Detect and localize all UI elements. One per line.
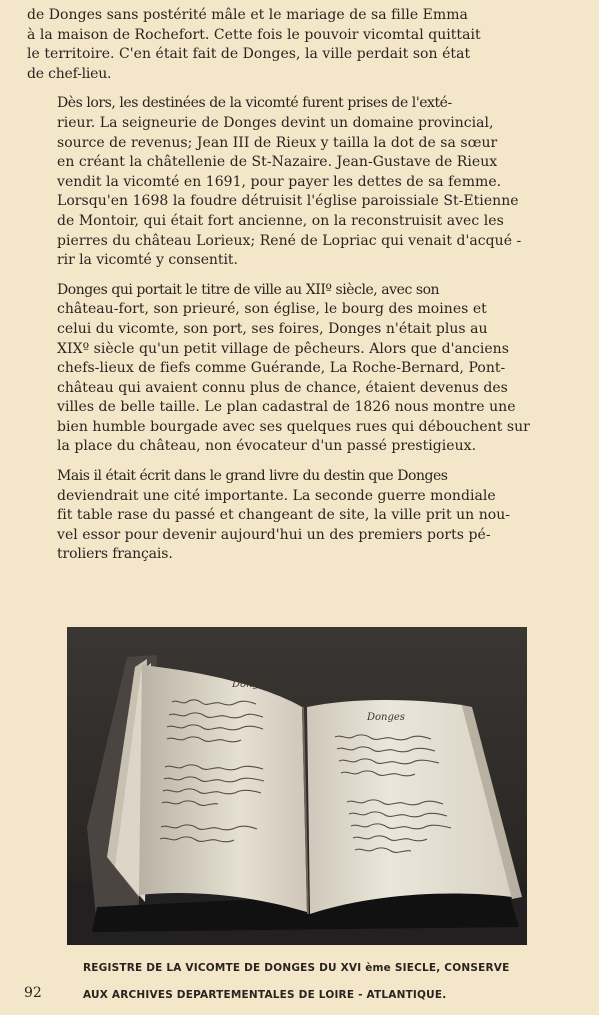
text-line: Donges qui portait le titre de ville au XIIº siècle, avec son [57, 281, 440, 298]
photo-caption-line-2: AUX ARCHIVES DEPARTEMENTALES DE LOIRE - ATLANTIQUE. [83, 989, 447, 1001]
right-page-heading: Donges [367, 712, 405, 723]
text-line: en créant la châtellenie de St-Nazaire. Jean-Gustave de Rieux [57, 154, 498, 171]
paragraph [27, 467, 593, 565]
text-line: château-fort, son prieuré, son église, le bourg des moines et [57, 301, 487, 318]
text-line: source de revenus; Jean III de Rieux y tailla la dot de sa sœur [57, 134, 498, 151]
text-line: bien humble bourgade avec ses quelques rues qui débouchent sur [57, 418, 530, 435]
text-line: chefs-lieux de fiefs comme Guérande, La Roche-Bernard, Pont- [57, 360, 506, 377]
paragraph [27, 6, 593, 84]
text-line: XIXº siècle qu'un petit village de pêcheurs. Alors que d'anciens [57, 340, 509, 357]
text-line: Lorsqu'en 1698 la foudre détruisit l'église paroissiale St-Etienne [57, 193, 519, 210]
photo-caption-line-1: REGISTRE DE LA VICOMTE DE DONGES DU XVI ème SIECLE, CONSERVE [83, 962, 510, 974]
text-line: troliers français. [57, 546, 173, 563]
text-line: de chef-lieu. [27, 65, 112, 82]
text-line: de Montoir, qui était fort ancienne, on la reconstruisit avec les [57, 212, 504, 229]
text-line: villes de belle taille. Le plan cadastral de 1826 nous montre une [57, 399, 516, 416]
text-line: le territoire. C'en était fait de Donges, la ville perdait son état [27, 46, 471, 63]
text-line: rieur. La seigneurie de Donges devint un domaine provincial, [57, 114, 494, 131]
text-line: Dès lors, les destinées de la vicomté furent prises de l'exté- [57, 95, 452, 112]
text-line: vendit la vicomté en 1691, pour payer les dettes de sa femme. [57, 173, 502, 190]
paragraph [27, 94, 593, 270]
text-line: vel essor pour devenir aujourd'hui un des premiers ports pé- [57, 526, 491, 543]
text-line: de Donges sans postérité mâle et le mariage de sa fille Emma [27, 7, 468, 23]
text-line: celui du vicomte, son port, ses foires, Donges n'était plus au [57, 320, 488, 337]
open-register-book-image [67, 627, 527, 945]
text-line: château qui avaient connu plus de chance, étaient devenus des [57, 379, 508, 396]
text-line: Mais il était écrit dans le grand livre du destin que Donges [57, 468, 448, 485]
text-line: pierres du château Lorieux; René de Lopriac qui venait d'acqué - [57, 232, 522, 249]
text-line: à la maison de Rochefort. Cette fois le pouvoir vicomtal quittait [27, 26, 481, 43]
text-line: rir la vicomté y consentit. [57, 252, 238, 269]
left-page-heading: Donges [232, 679, 270, 690]
page-number: 92 [24, 985, 42, 1001]
text-line: fit table rase du passé et changeant de site, la ville prit un nou- [57, 507, 511, 524]
body-text [27, 6, 593, 575]
register-photo [67, 627, 527, 945]
text-line: la place du château, non évocateur d'un passé prestigieux. [57, 438, 477, 455]
text-line: deviendrait une cité importante. La seconde guerre mondiale [57, 487, 496, 504]
paragraph [27, 281, 593, 457]
